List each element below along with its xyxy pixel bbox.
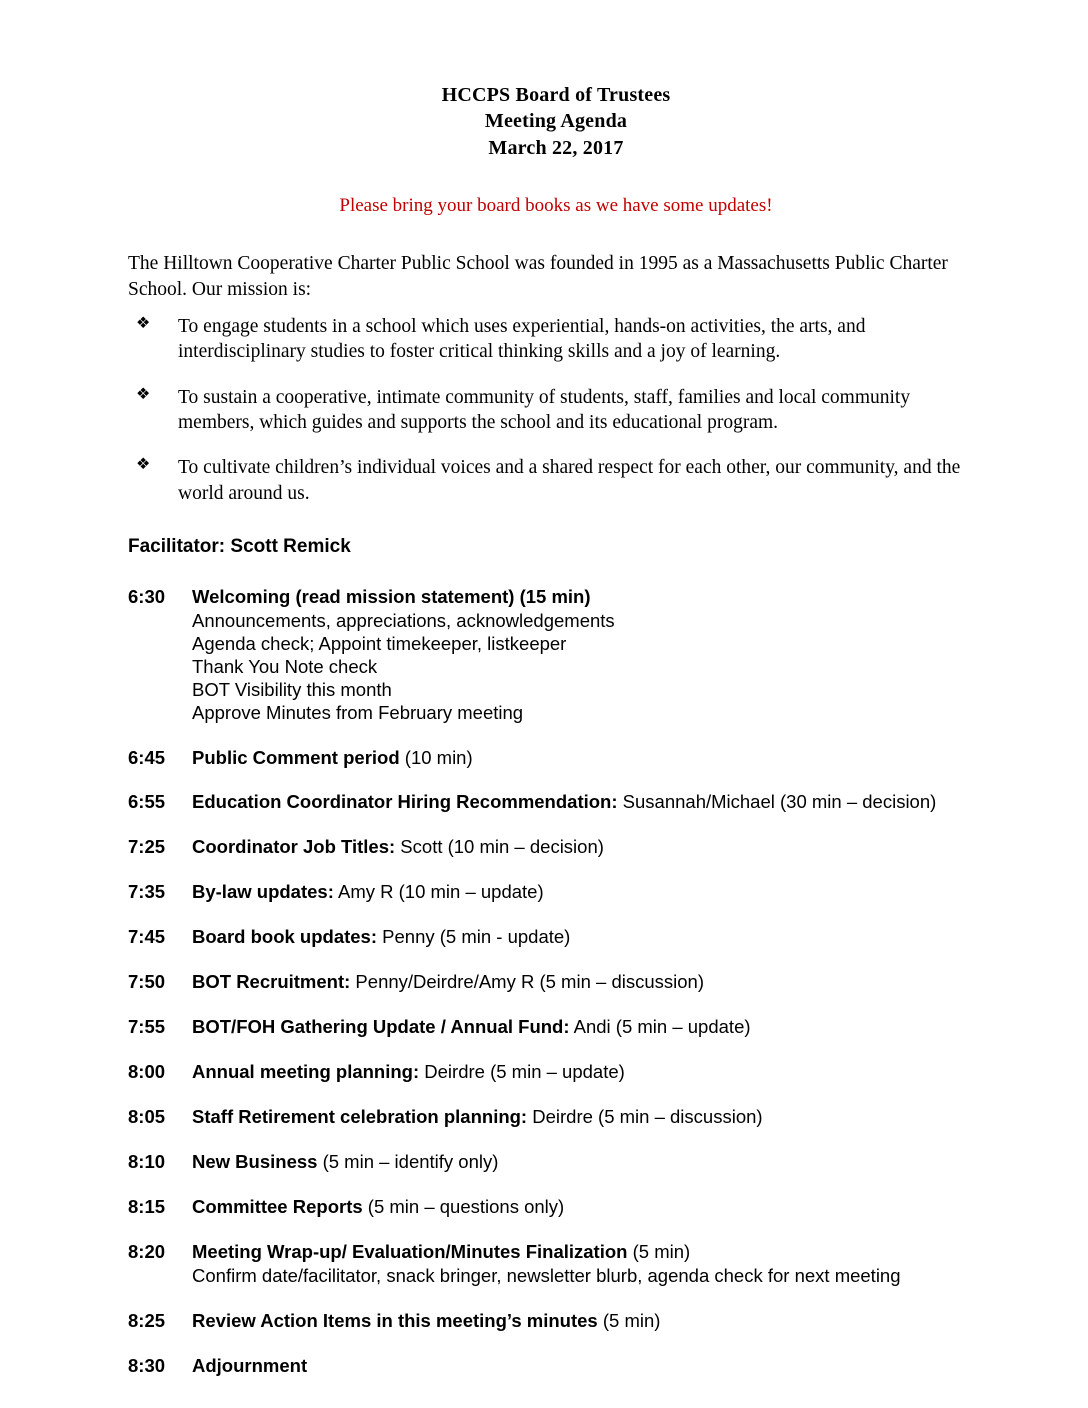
agenda-entry-title: By-law updates: <box>192 881 334 903</box>
agenda-row <box>128 586 984 725</box>
agenda-entry <box>192 926 984 949</box>
agenda-row <box>128 1061 984 1084</box>
agenda-subline: Approve Minutes from February meeting <box>192 701 524 723</box>
diamond-bullet-icon: ❖ <box>136 385 151 403</box>
agenda-entry-detail: (10 min) <box>399 746 473 768</box>
mission-item-text: To cultivate children’s individual voices and a shared respect for each other, our community, and the world around us. <box>178 457 961 504</box>
agenda-entry-detail: (5 min) <box>597 1309 661 1331</box>
agenda-entry-title: Welcoming (read mission statement) (15 min) <box>192 585 591 607</box>
agenda-row <box>128 1196 984 1219</box>
agenda-entry <box>192 1016 984 1039</box>
agenda-time: 8:20 <box>128 1240 166 1262</box>
document-title <box>128 82 984 161</box>
agenda-entry-title: Annual meeting planning: <box>192 1061 420 1083</box>
agenda-entry-title: Public Comment period <box>192 746 400 768</box>
agenda-entry-detail: Scott (10 min – decision) <box>395 836 604 858</box>
agenda-time: 8:30 <box>128 1354 166 1376</box>
agenda-entry <box>192 791 984 814</box>
agenda-entry-title: BOT Recruitment: <box>192 971 351 993</box>
agenda-time: 8:15 <box>128 1195 166 1217</box>
agenda-entry <box>192 1196 984 1219</box>
agenda-time: 6:30 <box>128 585 166 607</box>
agenda-row <box>128 1355 984 1378</box>
agenda-row <box>128 1151 984 1174</box>
agenda-entry <box>192 836 984 859</box>
agenda-time: 6:55 <box>128 791 166 813</box>
agenda-entry <box>192 1151 984 1174</box>
agenda-entry-title: Staff Retirement celebration planning: <box>192 1106 528 1128</box>
agenda-entry <box>192 971 984 994</box>
agenda-entry-detail: Deirdre (5 min – discussion) <box>527 1106 763 1128</box>
agenda-entry <box>192 1310 984 1333</box>
agenda-list <box>128 586 984 1378</box>
agenda-row <box>128 791 984 814</box>
agenda-time: 8:10 <box>128 1150 166 1172</box>
agenda-entry-detail: Penny (5 min - update) <box>377 926 571 948</box>
agenda-entry-detail: Amy R (10 min – update) <box>333 881 544 903</box>
mission-item-text: To engage students in a school which uses experiential, hands-on activities, the arts, and interdisciplinary studies to foster critical thinking skills and a joy of learning. <box>178 315 866 363</box>
agenda-entry <box>192 1106 984 1129</box>
diamond-bullet-icon: ❖ <box>136 314 151 332</box>
agenda-entry <box>192 1241 984 1288</box>
agenda-subline: Agenda check; Appoint timekeeper, listkeeper <box>192 632 567 654</box>
agenda-entry <box>192 1061 984 1084</box>
intro-paragraph: The Hilltown Cooperative Charter Public School was founded in 1995 as a Massachusetts Public Charter School. Our mission is: <box>128 253 948 300</box>
agenda-entry-detail: (5 min) <box>627 1240 691 1262</box>
facilitator-line: Facilitator: Scott Remick <box>128 535 351 557</box>
diamond-bullet-icon: ❖ <box>136 456 151 474</box>
agenda-row <box>128 836 984 859</box>
agenda-subline: Confirm date/facilitator, snack bringer, newsletter blurb, agenda check for next meeting <box>192 1264 901 1286</box>
agenda-entry <box>192 881 984 904</box>
agenda-entry-title: Committee Reports <box>192 1195 363 1217</box>
agenda-row <box>128 747 984 770</box>
title-line-3: March 22, 2017 <box>488 136 624 159</box>
agenda-entry-title: BOT/FOH Gathering Update / Annual Fund: <box>192 1016 570 1038</box>
agenda-entry-title: Meeting Wrap-up/ Evaluation/Minutes Finalization <box>192 1240 628 1262</box>
agenda-time: 7:35 <box>128 881 166 903</box>
agenda-entry-detail: Susannah/Michael (30 min – decision) <box>617 791 937 813</box>
agenda-entry-title: Board book updates: <box>192 926 378 948</box>
agenda-entry <box>192 586 984 725</box>
agenda-subline: BOT Visibility this month <box>192 678 392 700</box>
agenda-row <box>128 971 984 994</box>
agenda-row <box>128 1016 984 1039</box>
agenda-entry-detail: Penny/Deirdre/Amy R (5 min – discussion) <box>350 971 704 993</box>
agenda-subline: Thank You Note check <box>192 655 378 677</box>
agenda-entry-title: Adjournment <box>192 1354 308 1376</box>
agenda-sublines <box>192 610 984 725</box>
agenda-entry-detail: Deirdre (5 min – update) <box>419 1061 625 1083</box>
agenda-entry <box>192 747 984 770</box>
agenda-sublines <box>192 1265 984 1288</box>
mission-item <box>128 455 984 506</box>
agenda-entry-title: New Business <box>192 1150 318 1172</box>
agenda-entry-detail: (5 min – questions only) <box>362 1195 565 1217</box>
agenda-row <box>128 1310 984 1333</box>
agenda-entry-detail: Andi (5 min – update) <box>569 1016 751 1038</box>
agenda-time: 8:25 <box>128 1309 166 1331</box>
agenda-entry-title: Education Coordinator Hiring Recommendation: <box>192 791 618 813</box>
agenda-time: 7:45 <box>128 926 166 948</box>
mission-list <box>128 314 984 506</box>
agenda-row <box>128 881 984 904</box>
agenda-time: 8:05 <box>128 1106 166 1128</box>
agenda-entry <box>192 1355 984 1378</box>
notice-text: Please bring your board books as we have some updates! <box>339 195 773 217</box>
title-line-1: HCCPS Board of Trustees <box>441 84 671 106</box>
agenda-time: 7:25 <box>128 836 166 858</box>
mission-item <box>128 385 984 436</box>
agenda-entry-title: Coordinator Job Titles: <box>192 836 396 858</box>
agenda-subline: Announcements, appreciations, acknowledgements <box>192 609 615 631</box>
agenda-entry-detail: (5 min – identify only) <box>317 1150 499 1172</box>
agenda-time: 8:00 <box>128 1061 166 1083</box>
agenda-time: 7:55 <box>128 1016 166 1038</box>
agenda-row <box>128 1241 984 1288</box>
mission-item-text: To sustain a cooperative, intimate community of students, staff, families and local community members, which guides and supports the school and its educational program. <box>178 386 911 433</box>
agenda-time: 7:50 <box>128 971 166 993</box>
agenda-row <box>128 1106 984 1129</box>
mission-item <box>128 314 984 365</box>
agenda-time: 6:45 <box>128 746 166 768</box>
title-line-2: Meeting Agenda <box>484 110 628 133</box>
agenda-entry-title: Review Action Items in this meeting’s minutes <box>192 1309 598 1331</box>
agenda-row <box>128 926 984 949</box>
